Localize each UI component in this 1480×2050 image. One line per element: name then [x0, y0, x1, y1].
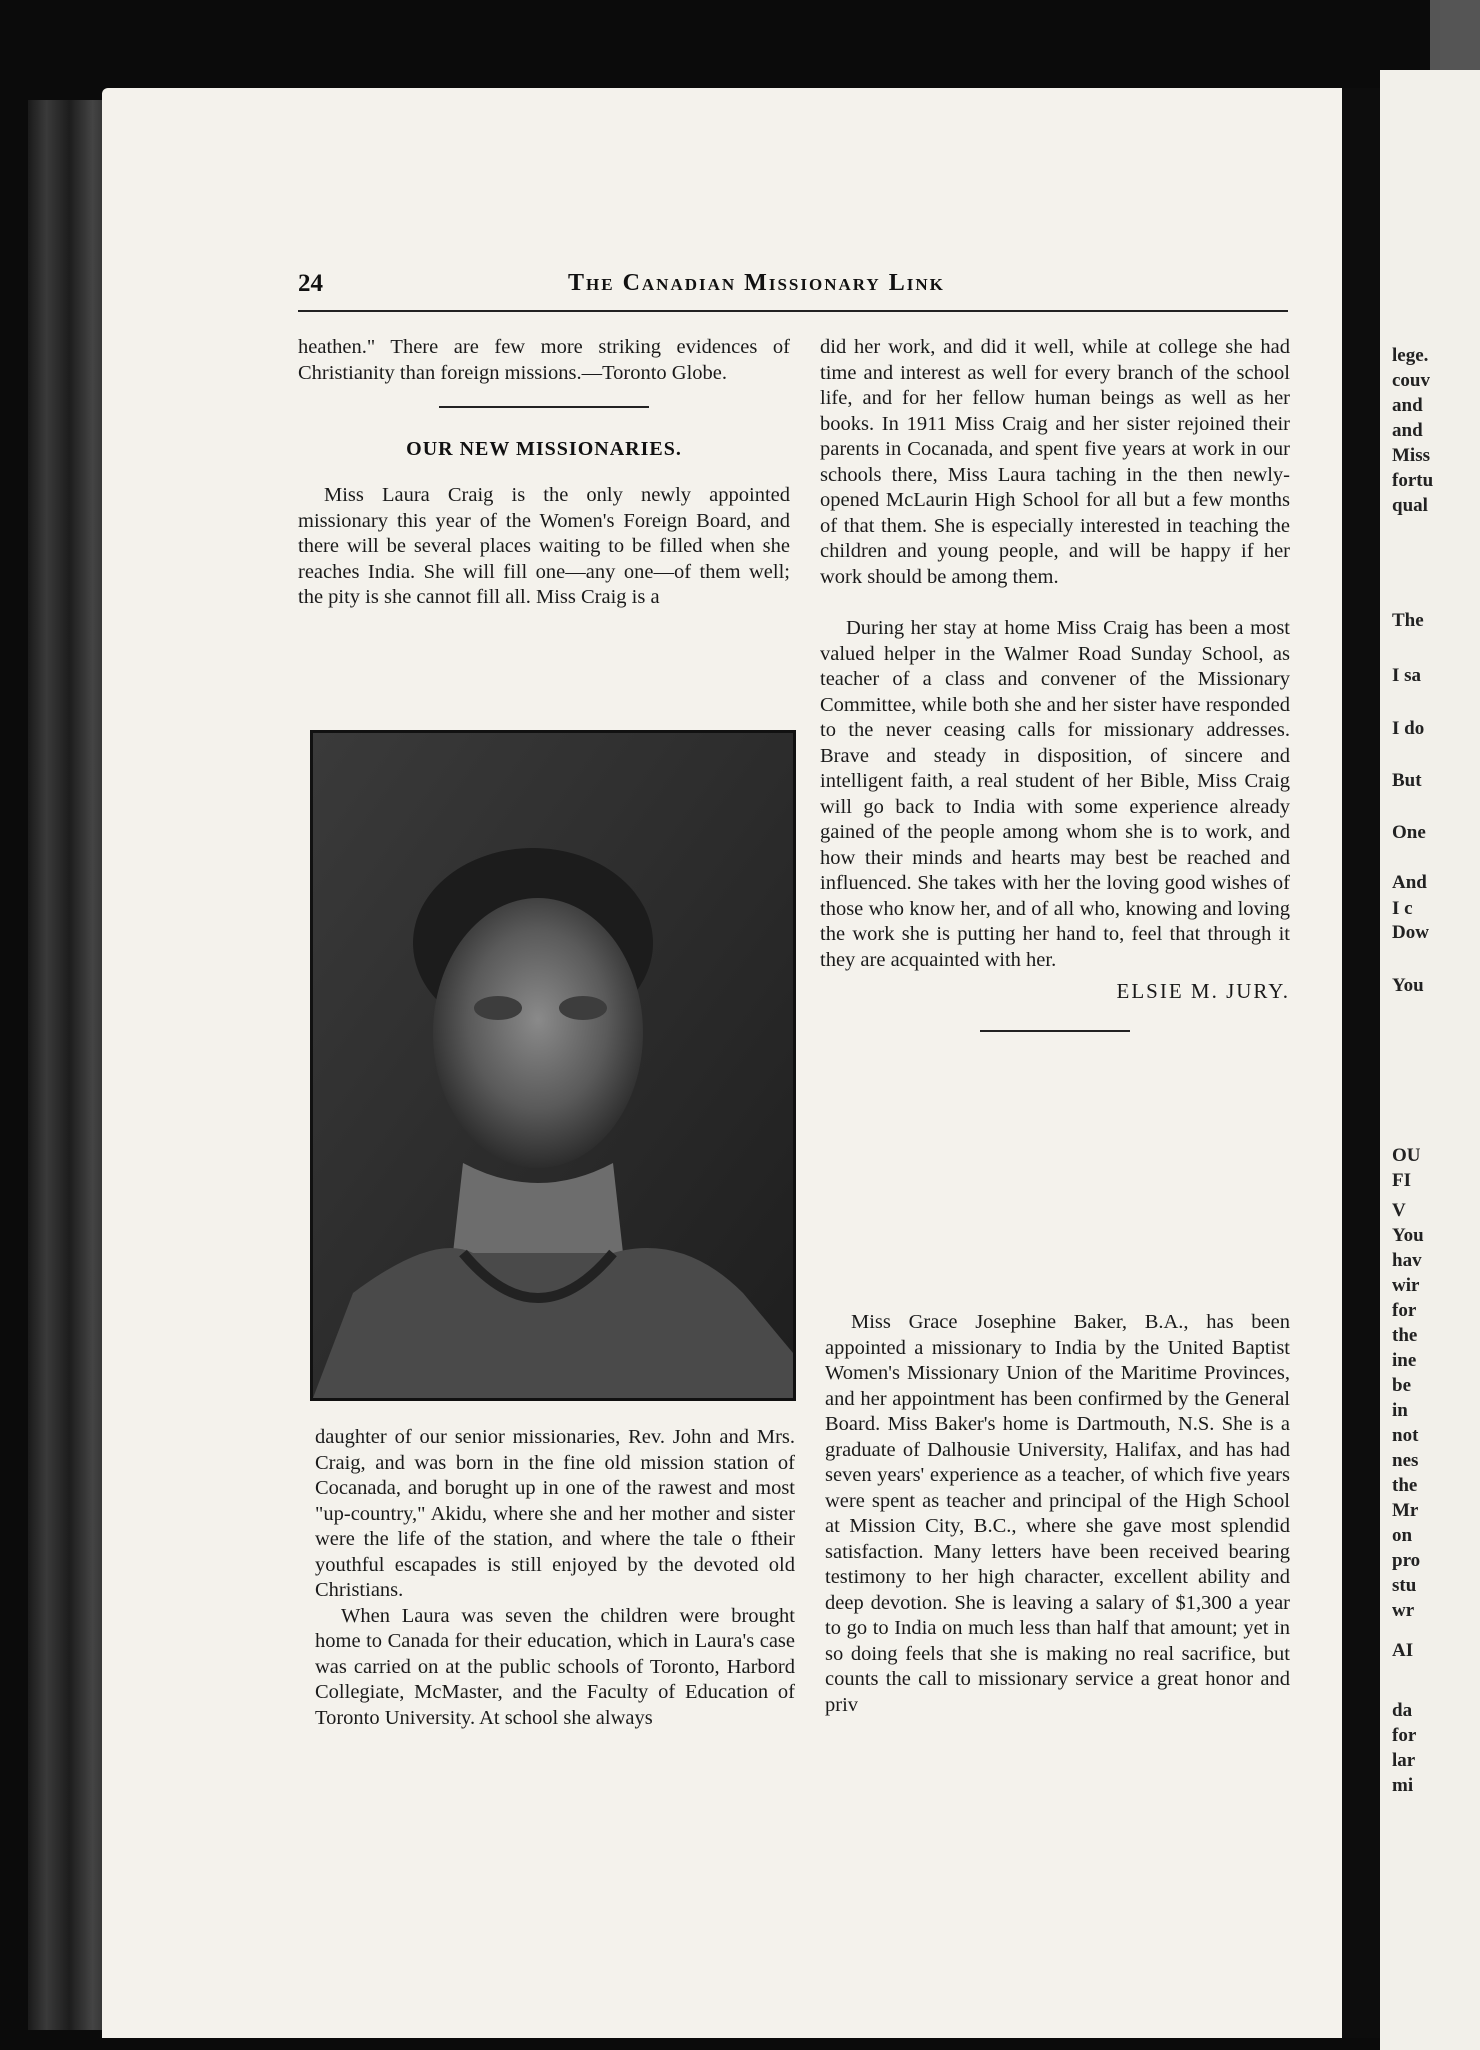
facing-page-fragment: You — [1392, 975, 1424, 996]
facing-page-fragment: in — [1392, 1400, 1408, 1421]
facing-page-fragment: ine — [1392, 1350, 1417, 1371]
article-paragraph: When Laura was seven the children were brought home to Canada for their education, which in Laura's case was carried on at the public schools of Toronto, Harbord Collegiate, McMaster, and the Faculty of Education of Toronto University. At school she always — [315, 1604, 795, 1729]
facing-page-fragment: lar — [1392, 1750, 1416, 1771]
facing-page-fragment: FI — [1392, 1170, 1411, 1191]
divider-rule — [980, 1030, 1130, 1032]
facing-page-fragment: couv — [1392, 370, 1430, 391]
left-column — [298, 335, 790, 611]
facing-page-fragment: V — [1392, 1200, 1406, 1221]
facing-page-fragment: and — [1392, 395, 1423, 416]
facing-page-fragment: hav — [1392, 1250, 1422, 1271]
facing-page-fragment: wr — [1392, 1600, 1415, 1621]
facing-page-fragment: AI — [1392, 1640, 1414, 1661]
facing-page-fragment: for — [1392, 1725, 1417, 1746]
facing-page-fragment: OU — [1392, 1145, 1421, 1166]
facing-page-fragment: mi — [1392, 1775, 1414, 1796]
portrait-image — [313, 733, 793, 1398]
facing-page-fragment: And — [1392, 872, 1427, 893]
facing-page-fragment: on — [1392, 1525, 1413, 1546]
facing-page-fragment: One — [1392, 822, 1426, 843]
page-header — [298, 270, 1288, 312]
section-title: OUR NEW MISSIONARIES. — [406, 438, 682, 460]
article-paragraph: During her stay at home Miss Craig has been a most valued helper in the Walmer Road Sunday School, as teacher of a class and convener of the Missionary Committee, while both she and her sister have responded to the never ceasing calls for missionary addresses. Brave and steady in disposition, of sincere and intelligent faith, a real student of her Bible, Miss Craig will go back to India with some experience already gained of the people among whom she is to work, and how their minds and hearts may best be reached and influenced. She takes with her the loving good wishes of those who know her, and of all who, knowing and loving the work she is putting her hand to, feel that through it they are acquainted with her. — [820, 617, 1290, 971]
left-column-continued — [315, 1425, 795, 1731]
facing-page-fragment: not — [1392, 1425, 1419, 1446]
facing-page-fragment: Dow — [1392, 922, 1429, 943]
facing-page-fragment: fortu — [1392, 470, 1434, 491]
author-signature: ELSIE M. JURY. — [1116, 979, 1290, 1003]
facing-page-fragment: I do — [1392, 718, 1425, 739]
facing-page-fragment: nes — [1392, 1450, 1419, 1471]
facing-page — [1380, 70, 1480, 2050]
page-gutter — [1342, 88, 1380, 2038]
facing-page-fragment: and — [1392, 420, 1423, 441]
facing-page-fragment: stu — [1392, 1575, 1417, 1596]
facing-page-fragment: Mr — [1392, 1500, 1419, 1521]
facing-page-fragment: The — [1392, 610, 1424, 631]
journal-title: The Canadian Missionary Link — [568, 270, 945, 296]
divider-rule — [439, 406, 649, 408]
facing-page-fragment: da — [1392, 1700, 1413, 1721]
facing-page-fragment: lege. — [1392, 345, 1429, 366]
article-paragraph: Miss Grace Josephine Baker, B.A., has been appointed a missionary to India by the United Baptist Women's Missionary Union of the Maritime Provinces, and her appointment has been confirmed by the General Board. Miss Baker's home is Dartmouth, N.S. She is a graduate of Dalhousie University, Halifax, and has had seven years' experience as a teacher, of which five years were spent as teacher and principal of the High School at Mission City, B.C., where she gave most splendid satisfaction. Many letters have been received bearing testimony to her high character, excellent ability and deep devotion. She is leaving a salary of $1,300 a year to go to India on much less than half that amount; yet in so doing feels that she is making no real sacrifice, but counts the call to missionary service a great honor and priv — [825, 1311, 1290, 1716]
facing-page-fragment: Miss — [1392, 445, 1430, 466]
article-paragraph: did her work, and did it well, while at college she had time and interest as well for every branch of the school life, and for her fellow human beings as well as her books. In 1911 Miss Craig and her sister rejoined their parents in Cocanada, and spent five years at work in our schools there, Miss Laura taching in the then newly-opened McLaurin High School for all but a few months of that them. She is especially interested in teaching the children and young people, and will be happy if her work should be among them. — [820, 336, 1290, 588]
facing-page-fragment: I c — [1392, 898, 1413, 919]
facing-page-fragment: But — [1392, 770, 1422, 791]
facing-page-fragment: for — [1392, 1300, 1417, 1321]
page-number: 24 — [298, 270, 323, 297]
article-paragraph: Miss Laura Craig is the only newly appointed missionary this year of the Women's Foreign Board, and there will be several places waiting to be filled when she reaches India. She will fill one—any one—of them well; the pity is she cannot fill all. Miss Craig is a — [298, 484, 790, 608]
intro-paragraph: heathen." There are few more striking evidences of Christianity than foreign missions.—Toronto Globe. — [298, 336, 790, 384]
facing-page-fragment: qual — [1392, 495, 1428, 516]
article-paragraph: daughter of our senior missionaries, Rev. John and Mrs. Craig, and was born in the fine old mission station of Cocanada, and borught up in one of the rawest and most "up-country," Akidu, where she and her mother and sister were the life of the station, and where the tale o ftheir youthful escapades is still enjoyed by the devoted old Christians. — [315, 1426, 795, 1601]
facing-page-fragment: pro — [1392, 1550, 1421, 1571]
facing-page-fragment: the — [1392, 1325, 1418, 1346]
facing-page-fragment: wir — [1392, 1275, 1420, 1296]
facing-page-fragment: be — [1392, 1375, 1411, 1396]
right-column-continued — [825, 1310, 1290, 1718]
facing-page-fragment: I sa — [1392, 665, 1422, 686]
facing-page-fragment: the — [1392, 1475, 1418, 1496]
portrait-photo — [310, 730, 796, 1401]
scan-edge — [1430, 0, 1480, 70]
right-column — [820, 335, 1290, 1032]
facing-page-fragment: You — [1392, 1225, 1424, 1246]
